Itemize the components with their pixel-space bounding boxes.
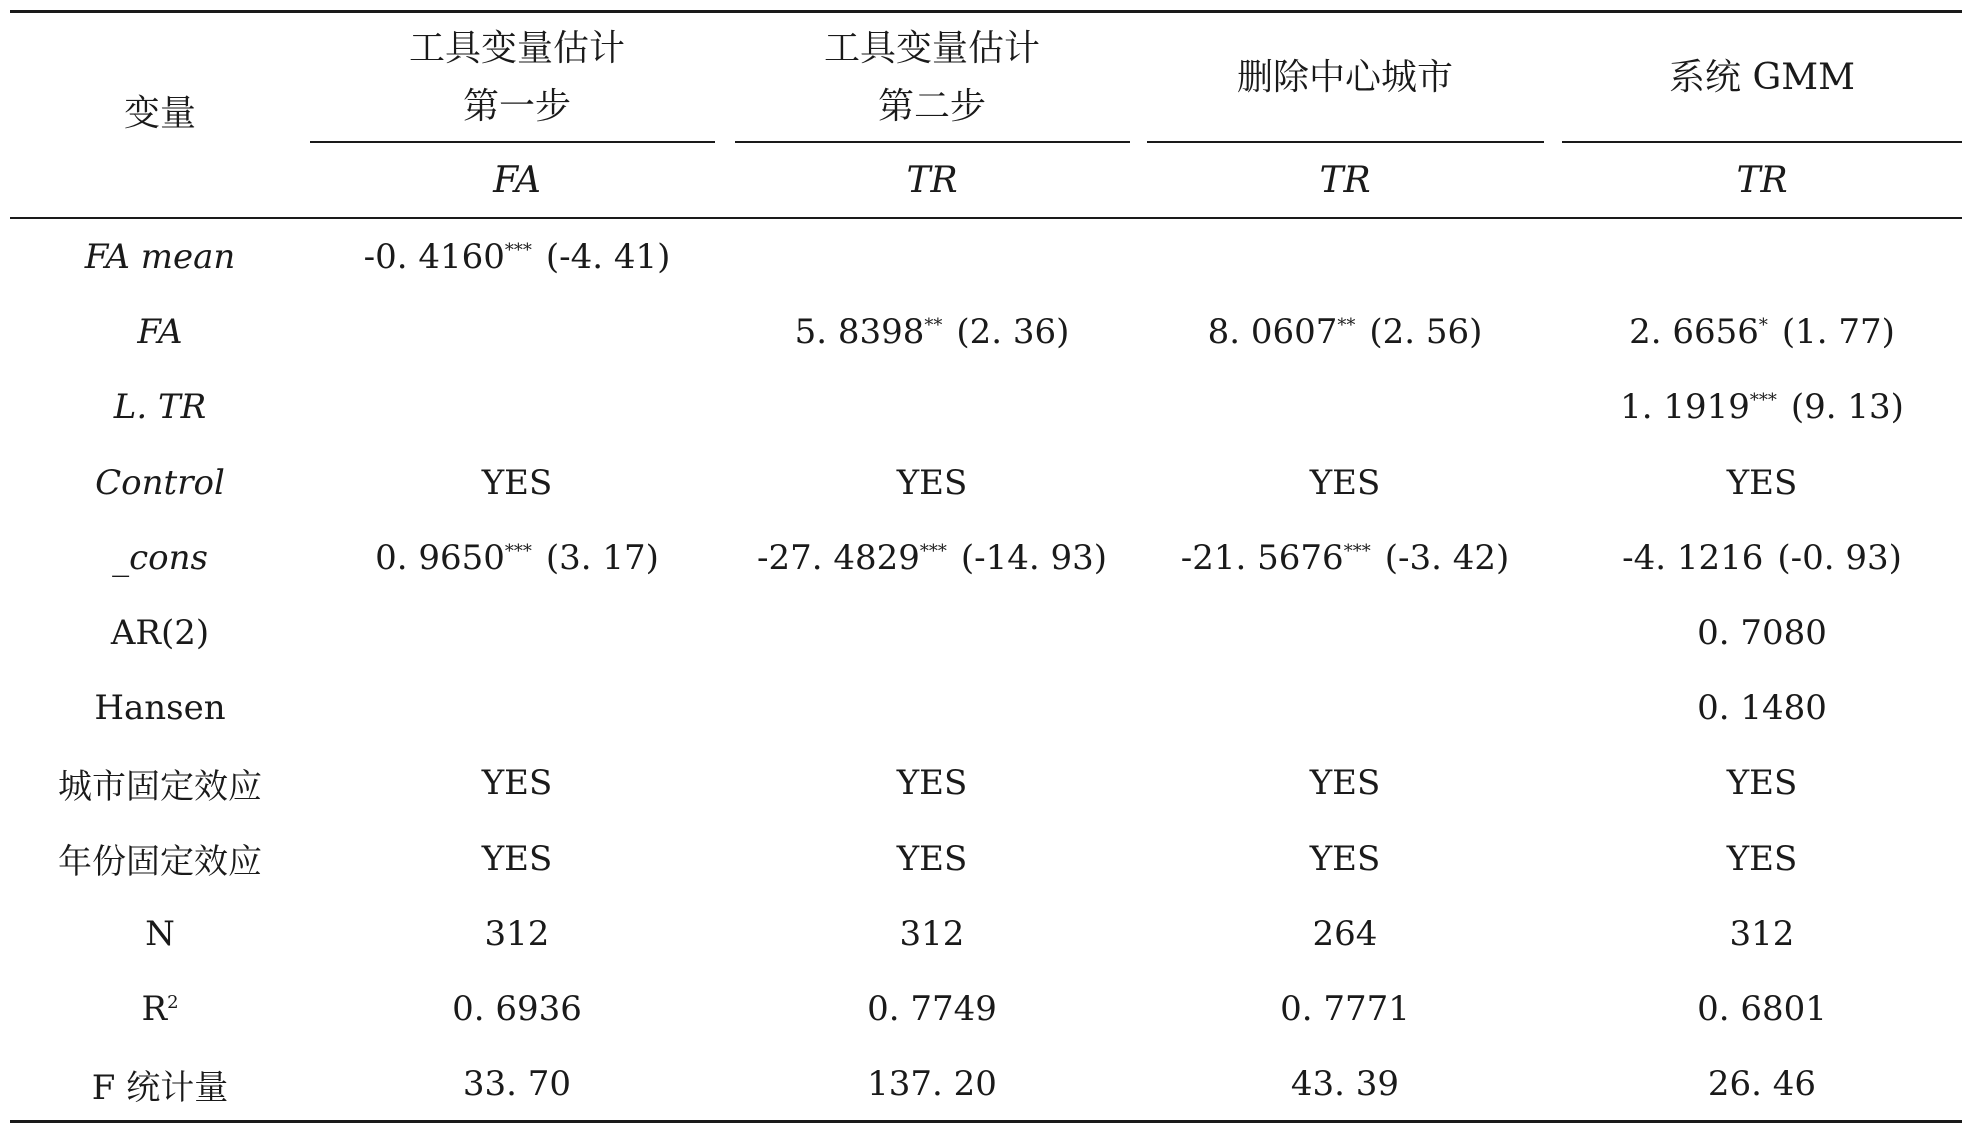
coefficient-value: 26. 46 [1707,1064,1817,1105]
row-label [10,829,310,889]
coefficient-value: 0. 6801 [1697,989,1827,1029]
significance-stars: *** [504,240,532,261]
table-cell [727,528,1137,588]
table-cell [312,829,722,889]
coefficient-value: 137. 20 [867,1064,997,1105]
table-cell [727,302,1137,362]
t-statistic: (-14. 93) [960,537,1108,578]
row-label [10,227,310,287]
significance-stars: ** [924,315,943,337]
coefficient-value: YES [481,838,553,879]
coefficient-value: YES [896,462,968,503]
column-header-line1: 工具变量估计 [823,28,1040,69]
coefficient-value: 312 [899,913,965,954]
table-cell [1557,904,1967,964]
column-header-3 [1140,18,1550,138]
coefficient-value: -4. 1216 [1622,537,1764,578]
row-label-text: 城市固定效应 [58,766,262,807]
coefficient-value: -0. 4160 [363,237,505,277]
row-label-text: R [141,989,168,1029]
coefficient-value: 5. 8398 [794,312,925,353]
table-cell [312,904,722,964]
column-header-line2: 第二步 [877,86,986,127]
coefficient-value: 312 [484,913,550,954]
table-cell [1557,829,1967,889]
table-cell [1557,979,1967,1039]
table-cell [1140,753,1550,813]
table-cell [312,453,722,513]
table-cell [1557,603,1967,663]
column-header-line1: 系统 GMM [1669,57,1855,98]
table-cell [727,753,1137,813]
row-label [10,1054,310,1114]
coefficient-value: YES [1309,763,1381,804]
significance-stars: ** [1337,315,1356,337]
coefficient-value: YES [896,763,968,804]
significance-stars: *** [1343,540,1371,562]
column-header-line1: 删除中心城市 [1236,57,1453,98]
row-label-text: FA [137,312,183,353]
table-cell [727,453,1137,513]
table-cell [1557,302,1967,362]
table-cell [1140,453,1550,513]
coefficient-value: 264 [1312,913,1378,954]
coefficient-value: YES [1309,462,1381,503]
row-label-text: N [145,913,175,954]
t-statistic: (-3. 42) [1384,537,1510,578]
table-cell [1140,979,1550,1039]
column-header-1 [312,18,722,138]
coefficient-value: 0. 6936 [452,989,582,1029]
table-cell [727,904,1137,964]
table-cell [1140,1054,1550,1114]
coefficient-value: 312 [1729,913,1795,954]
coefficient-value: YES [1309,838,1381,879]
table-cell [727,829,1137,889]
significance-stars: *** [504,540,532,562]
dependent-variable-4: TR [1736,159,1788,201]
row-label [10,753,310,813]
table-cell [727,979,1137,1039]
significance-stars: *** [1749,390,1777,412]
coefficient-value: YES [896,838,968,879]
coefficient-value: YES [1726,462,1798,503]
coefficient-value: -27. 4829 [756,537,920,578]
row-label [10,528,310,588]
t-statistic: (-0. 93) [1777,537,1902,578]
column-header-line1: 工具变量估计 [408,28,625,69]
table-cell [1557,528,1967,588]
t-statistic: (9. 13) [1790,387,1904,428]
table-cell [727,1054,1137,1114]
coefficient-value: 0. 9650 [375,537,505,578]
coefficient-value: 2. 6656 [1629,312,1759,353]
table-cell [1557,453,1967,513]
coefficient-value: YES [1726,838,1798,879]
table-cell [1557,753,1967,813]
table-cell [1140,904,1550,964]
row-label-text: _cons [112,537,208,578]
t-statistic: (2. 56) [1369,312,1483,353]
table-cell [312,227,722,287]
header-rule-col3 [1147,141,1544,143]
table-cell [312,1054,722,1114]
row-label [10,453,310,513]
row-label-superscript: 2 [167,992,179,1013]
coefficient-value: 0. 1480 [1697,688,1827,729]
table-cell [1140,302,1550,362]
coefficient-value: -21. 5676 [1180,537,1344,578]
row-label-text: AR(2) [110,613,210,653]
coefficient-value: YES [1726,763,1798,804]
t-statistic: (2. 36) [956,312,1070,353]
table-cell [1140,829,1550,889]
coefficient-value: 8. 0607 [1207,312,1338,353]
mid-rule [10,217,1962,219]
row-label-text: 年份固定效应 [58,842,262,883]
dependent-variable-1: FA [493,159,541,201]
row-label-text: FA mean [84,237,236,277]
significance-stars: *** [919,540,947,562]
dependent-variable-3: TR [1319,159,1371,201]
coefficient-value: 1. 1919 [1620,387,1750,428]
row-label-text: Hansen [94,688,226,729]
row-label-text: Control [95,462,225,503]
t-statistic: (-4. 41) [545,237,671,277]
row-label [10,678,310,738]
table-cell [312,753,722,813]
significance-stars: * [1758,315,1768,337]
coefficient-value: 43. 39 [1290,1064,1400,1105]
coefficient-value: 0. 7771 [1280,989,1410,1029]
stub-header-text: 变量 [123,92,196,134]
row-label [10,904,310,964]
bottom-rule [10,1120,1962,1123]
t-statistic: (3. 17) [545,537,659,578]
row-label [10,377,310,437]
row-label [10,302,310,362]
row-label-text: F 统计量 [91,1067,229,1108]
dependent-variable-2: TR [906,159,958,201]
coefficient-value: YES [481,763,553,804]
column-header-2 [727,18,1137,138]
row-label [10,979,310,1039]
header-rule-col2 [735,141,1130,143]
table-cell [1557,377,1967,437]
row-label [10,603,310,663]
coefficient-value: YES [481,462,553,503]
column-header-4 [1557,18,1967,138]
stub-header [10,10,310,217]
t-statistic: (1. 77) [1781,312,1895,353]
header-rule-col4 [1562,141,1962,143]
table-cell [312,979,722,1039]
column-header-line2: 第一步 [462,86,571,127]
table-cell [1557,678,1967,738]
row-label-text: L. TR [113,387,207,428]
header-rule-col1 [310,141,715,143]
table-cell [1557,1054,1967,1114]
coefficient-value: 0. 7749 [867,989,997,1029]
coefficient-value: 0. 7080 [1697,613,1827,653]
table-cell [312,528,722,588]
table-cell [1140,528,1550,588]
coefficient-value: 33. 70 [462,1064,572,1105]
